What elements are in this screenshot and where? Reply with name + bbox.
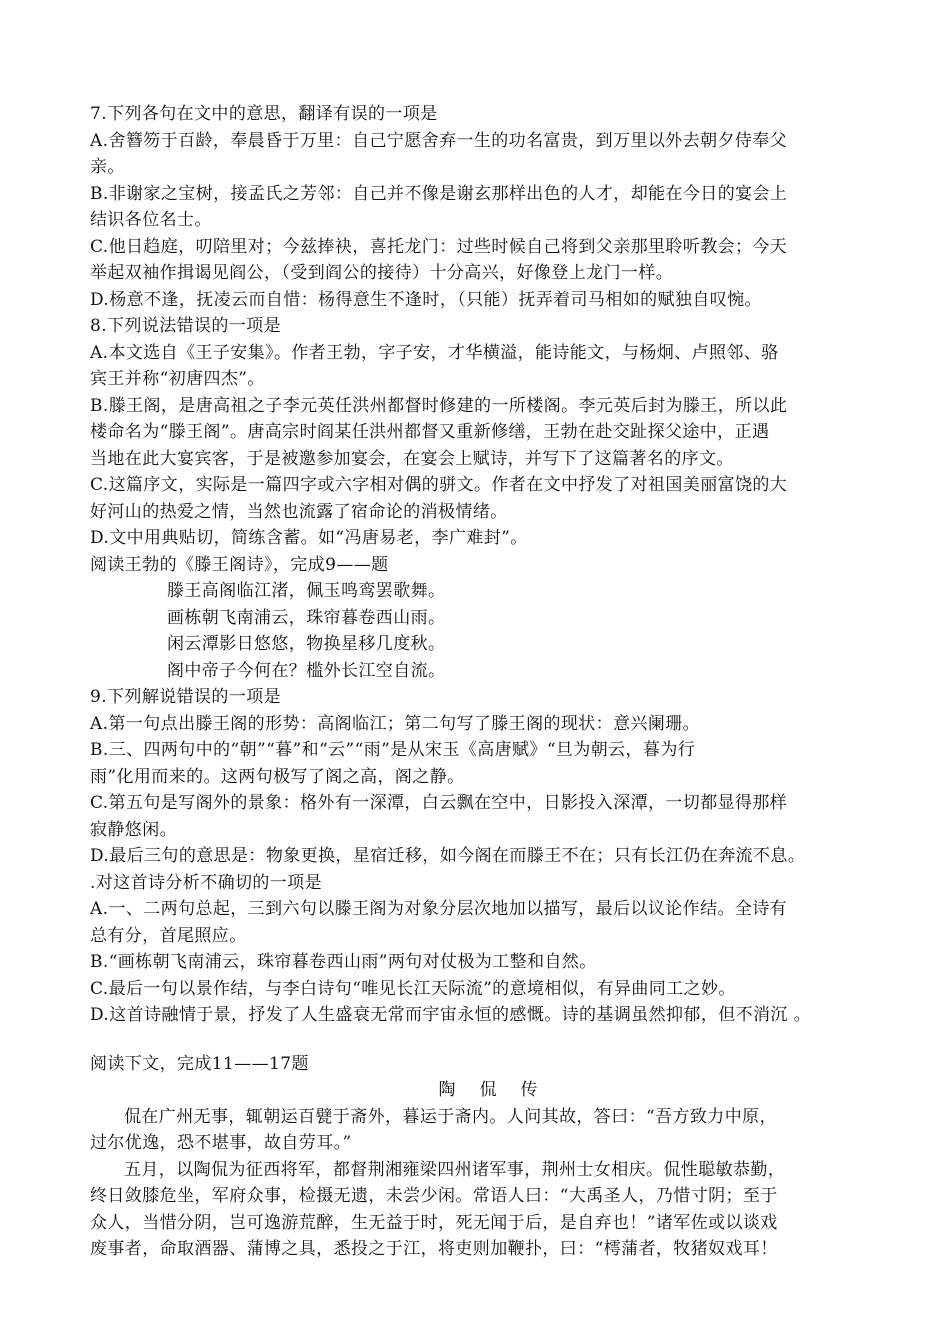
q8-option-c: C.这篇序文，实际是一篇四字或六字相对偶的骈文。作者在文中抒发了对祖国美丽富饶的大 — [90, 475, 788, 495]
q7-option-c: C.他日趋庭，叨陪里对；今兹捧袂，喜托龙门：过些时候自己将到父亲那里聆听教会；今天 — [90, 236, 788, 257]
q10-option-d: D.这首诗融情于景，抒发了人生盛衰无常而宇宙永恒的感慨。诗的基调虽然抑郁，但不消沉 。 — [90, 1005, 812, 1025]
poem-line: 画栋朝飞南浦云，珠帘暮卷西山雨。 — [167, 607, 446, 628]
q8-option-a: A.本文选自《王子安集》。作者王勃，字子安，才华横溢，能诗能文，与杨炯、卢照邻、骆 — [90, 342, 779, 363]
q10-option-c: C.最后一句以景作结，与李白诗句“唯见长江天际流”的意境相似，有异曲同工之妙。 — [90, 978, 736, 999]
poem-line: 阁中帝子今何在？槛外长江空自流。 — [167, 660, 446, 681]
passage-intro: 阅读下文，完成11——17题 — [90, 1053, 309, 1074]
passage-paragraph-1: 侃在广州无事，辄朝运百甓于斋外，暮运于斋内。人问其故，答曰：“吾方致力中原， — [124, 1106, 777, 1127]
passage-paragraph-2-cont: 众人，当惜分阴，岂可逸游荒醉，生无益于时，死无闻于后，是自弃也！”诸军佐或以谈戏 — [90, 1212, 778, 1233]
q10-option-a: A.一、二两句总起，三到六句以滕王阁为对象分层次地加以描写，最后以议论作结。全诗有 — [90, 899, 788, 919]
q9-option-b-cont: 雨”化用而来的。这两句极写了阁之高，阁之静。 — [90, 766, 465, 787]
q10-stem: .对这首诗分析不确切的一项是 — [90, 872, 323, 893]
q8-option-b: B.滕王阁，是唐高祖之子李元英任洪州都督时修建的一所楼阁。李元英后封为滕王，所以此 — [90, 395, 788, 416]
poem-line: 滕王高阁临江渚，佩玉鸣鸾罢歌舞。 — [167, 581, 446, 601]
q7-option-b-cont: 结识各位名士。 — [90, 210, 212, 230]
q8-option-a-cont: 宾王并称“初唐四杰”。 — [90, 369, 265, 389]
q7-option-b: B.非谢家之宝树，接孟氏之芳邻：自己并不像是谢玄那样出色的人才，却能在今日的宴会上 — [90, 183, 788, 204]
passage-paragraph-2-cont: 终日敛膝危坐，军府众事，检摄无遗，未尝少闲。常语人曰：“大禹圣人，乃惜寸阴；至于 — [90, 1186, 778, 1206]
q7-option-a-cont: 亲。 — [90, 157, 125, 177]
q10-option-a-cont: 总有分，首尾照应。 — [90, 925, 247, 946]
q8-option-b-cont: 楼命名为“滕王阁”。唐高宗时阎某任洪州都督又重新修缮，王勃在赴交趾探父途中，正遇 — [90, 422, 770, 442]
q8-option-d: D.文中用典贴切，简练含蓄。如“冯唐易老，李广难封”。 — [90, 528, 528, 548]
q7-option-a: A.舍簪笏于百龄，奉晨昏于万里：自己宁愿舍弃一生的功名富贵，到万里以外去朝夕侍奉父 — [90, 130, 788, 151]
poem-line: 闲云潭影日悠悠，物换星移几度秋。 — [167, 634, 446, 654]
q9-stem: 9.下列解说错误的一项是 — [90, 687, 282, 707]
q7-option-d: D.杨意不逢，抚凌云而自惜：杨得意生不逢时，（只能）抚弄着司马相如的赋独自叹惋。 — [90, 289, 762, 310]
q9-option-c-cont: 寂静悠闲。 — [90, 819, 177, 840]
passage-title: 陶侃传 — [438, 1080, 562, 1100]
q9-option-d: D.最后三句的意思是：物象更换，星宿迁移，如今阁在而滕王不在；只有长江仍在奔流不息。 — [90, 846, 806, 866]
q8-stem: 8.下列说法错误的一项是 — [90, 316, 282, 336]
passage-paragraph-2-cont: 废事者，命取酒器、蒲博之具，悉投之于江，将吏则加鞭扑，曰：“樗蒲者，牧猪奴戏耳！ — [90, 1239, 778, 1259]
q9-option-b: B.三、四两句中的“朝”“暮”和“云”“雨”是从宋玉《高唐赋》“旦为朝云，暮为行 — [90, 740, 696, 760]
document-page — [90, 101, 870, 1263]
section-gap — [90, 1029, 870, 1051]
passage-paragraph-1-cont: 过尔优逸，恐不堪事，故自劳耳。” — [90, 1133, 352, 1153]
q8-option-c-cont: 好河山的热爱之情，当然也流露了宿命论的消极情绪。 — [90, 501, 508, 522]
q8-option-b-cont2: 当地在此大宴宾客，于是被邀参加宴会，在宴会上赋诗，并写下了这篇著名的序文。 — [90, 448, 734, 469]
q9-option-c: C.第五句是写阁外的景象：格外有一深潭，白云飘在空中，日影投入深潭，一切都显得那样 — [90, 793, 788, 813]
passage-paragraph-2: 五月，以陶侃为征西将军，都督荆湘雍梁四州诸军事，荆州士女相庆。侃性聪敏恭勤， — [124, 1159, 786, 1180]
q9-option-a: A.第一句点出滕王阁的形势：高阁临江；第二句写了滕王阁的现状：意兴阑珊。 — [90, 713, 701, 734]
q10-option-b: B.“画栋朝飞南浦云，珠帘暮卷西山雨”两句对仗极为工整和自然。 — [90, 952, 597, 972]
q7-option-c-cont: 举起双袖作揖谒见阎公，（受到阎公的接待）十分高兴，好像登上龙门一样。 — [90, 263, 674, 283]
q7-stem: 7.下列各句在文中的意思，翻译有误的一项是 — [90, 104, 438, 124]
poem-intro: 阅读王勃的《滕王阁诗》，完成9——题 — [90, 554, 389, 575]
